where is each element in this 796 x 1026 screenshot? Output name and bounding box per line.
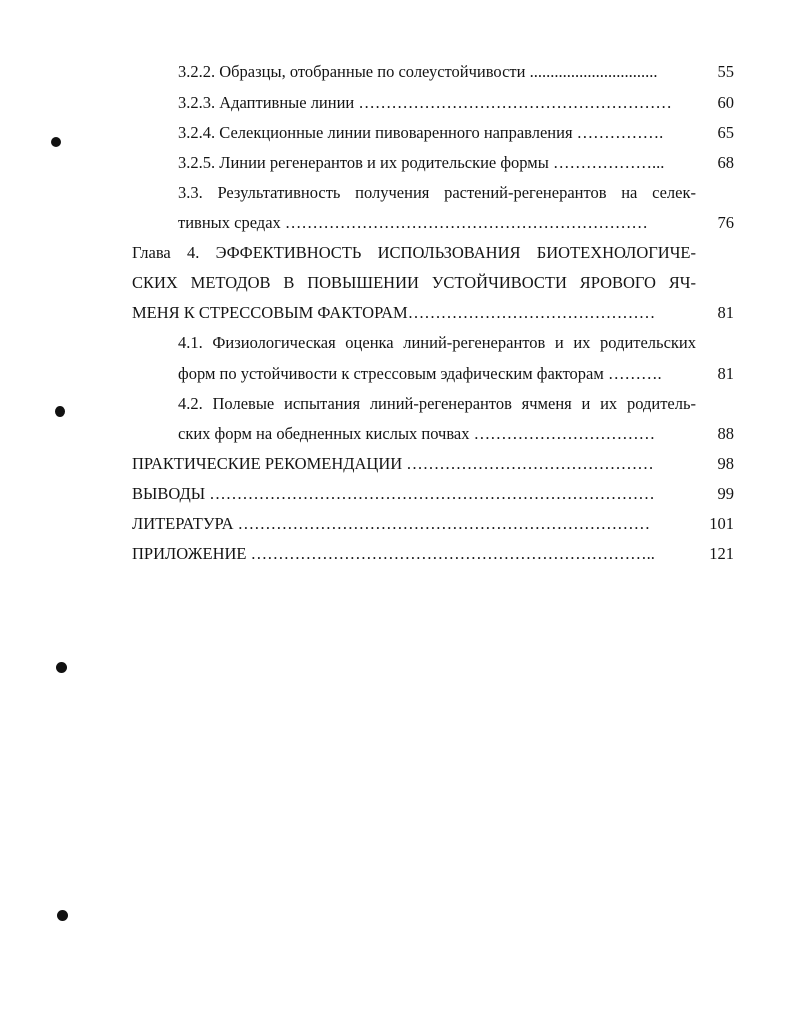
toc-chapter-heading: СКИХ МЕТОДОВ В ПОВЫШЕНИИ УСТОЙЧИВОСТИ ЯРОВОГО ЯЧ- [132,273,696,292]
toc-chapter-heading: Глава 4. ЭФФЕКТИВНОСТЬ ИСПОЛЬЗОВАНИЯ БИОТЕХНОЛОГИЧЕ- [132,243,696,262]
toc-entry-page: 81 [717,364,734,383]
toc-entry-page: 99 [717,484,734,503]
toc-entry-text: 3.3. Результативность получения растений-регенерантов на селек- [178,183,696,202]
toc-section-heading: ЛИТЕРАТУРА ………………………………………………………………… [132,514,651,533]
toc-entry-page: 121 [709,544,734,563]
toc-entry-page: 76 [717,213,734,232]
toc-entry-text: 3.2.3. Адаптивные линии ………………………………………………… [178,93,672,112]
toc-section-heading: ВЫВОДЫ ……………………………………………………………………… [132,484,655,503]
toc-entry-text: 4.1. Физиологическая оценка линий-регенерантов и их родительских [178,333,696,352]
toc-entry-text: форм по устойчивости к стрессовым эдафическим факторам ………. [178,364,662,383]
toc-entry-page: 60 [717,93,734,112]
toc-section-heading: ПРАКТИЧЕСКИЕ РЕКОМЕНДАЦИИ ……………………………………… [132,454,654,473]
binder-hole-mark [51,137,61,147]
toc-entry-page: 81 [717,303,734,322]
toc-entry-page: 65 [717,123,734,142]
toc-entry-page: 88 [717,424,734,443]
toc-section-heading: ПРИЛОЖЕНИЕ ……………………………………………………………….. [132,544,655,563]
toc-entry-text: ских форм на обедненных кислых почвах …………………………… [178,424,656,443]
toc-entry-page: 101 [709,514,734,533]
toc-chapter-heading: МЕНЯ К СТРЕССОВЫМ ФАКТОРАМ……………………………………… [132,303,656,322]
toc-entry-page: 55 [717,62,734,81]
toc-entry-text: 3.2.2. Образцы, отобранные по солеустойчивости ............................... [178,62,658,81]
toc-entry-text: 4.2. Полевые испытания линий-регенерантов ячменя и их родитель- [178,394,696,413]
toc-entry-text: 3.2.5. Линии регенерантов и их родительские формы ………………... [178,153,665,172]
toc-entry-page: 68 [717,153,734,172]
binder-hole-mark [55,406,65,417]
toc-entry-text: тивных средах ………………………………………………………… [178,213,648,232]
binder-hole-mark [56,662,67,673]
toc-entry-page: 98 [717,454,734,473]
binder-hole-mark [57,910,68,921]
toc-entry-text: 3.2.4. Селекционные линии пивоваренного направления ……………. [178,123,664,142]
